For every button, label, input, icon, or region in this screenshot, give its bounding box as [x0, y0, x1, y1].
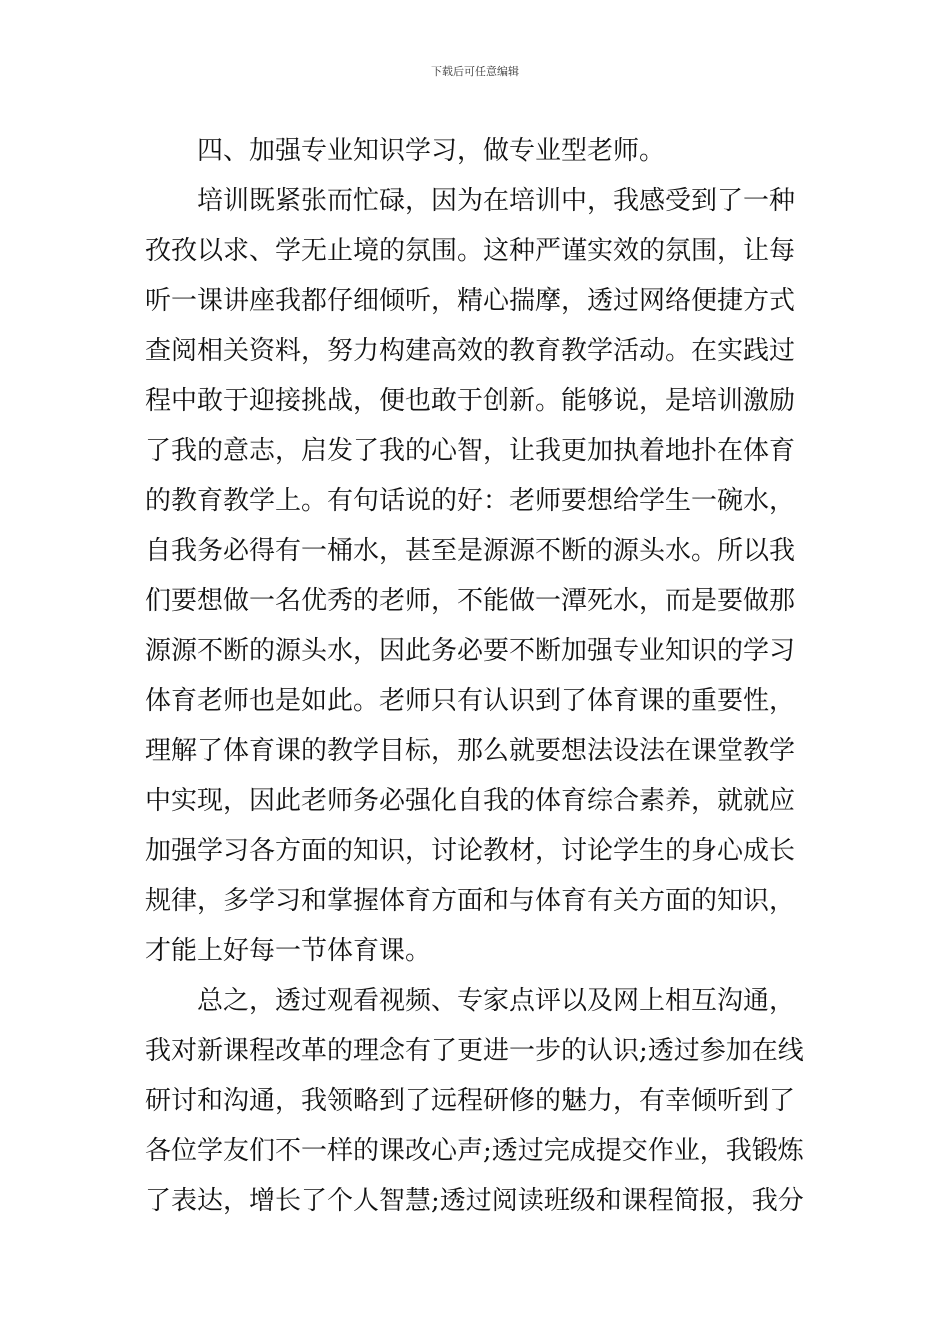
text-line: 理解了体育课的教学目标，那么就要想法设法在课堂教学 — [145, 736, 796, 766]
text-line: 研讨和沟通，我领略到了远程研修的魅力，有幸倾听到了 — [145, 1086, 796, 1116]
text-line: 了我的意志，启发了我的心智，让我更加执着地扑在体育 — [145, 436, 796, 466]
text-line: 们要想做一名优秀的老师，不能做一潭死水，而是要做那 — [145, 586, 796, 616]
text-line: 了表达，增长了个人智慧;透过阅读班级和课程简报，我分 — [145, 1186, 804, 1216]
text-line: 源源不断的源头水，因此务必要不断加强专业知识的学习 — [145, 636, 796, 666]
text-line: 我对新课程改革的理念有了更进一步的认识;透过参加在线 — [145, 1036, 804, 1066]
text-line: 听一课讲座我都仔细倾听，精心揣摩，透过网络便捷方式 — [145, 286, 796, 316]
text-line: 的教育教学上。有句话说的好：老师要想给学生一碗水， — [145, 486, 796, 516]
text-line: 查阅相关资料，努力构建高效的教育教学活动。在实践过 — [145, 336, 796, 366]
text-line: 自我务必得有一桶水，甚至是源源不断的源头水。所以我 — [145, 536, 796, 566]
text-line: 孜孜以求、学无止境的氛围。这种严谨实效的氛围，让每 — [145, 236, 796, 266]
text-line: 中实现，因此老师务必强化自我的体育综合素养，就就应 — [145, 786, 796, 816]
text-line: 各位学友们不一样的课改心声;透过完成提交作业，我锻炼 — [145, 1136, 804, 1166]
body-text — [145, 126, 810, 1226]
page-header: 下载后可任意编辑 — [431, 65, 519, 78]
section-heading: 四、加强专业知识学习，做专业型老师。 — [197, 136, 666, 166]
text-line: 培训既紧张而忙碌，因为在培训中，我感受到了一种 — [197, 186, 796, 216]
text-line: 程中敢于迎接挑战，便也敢于创新。能够说，是培训激励 — [145, 386, 796, 416]
text-line: 总之，透过观看视频、专家点评以及网上相互沟通， — [197, 986, 796, 1016]
text-line: 才能上好每一节体育课。 — [145, 936, 432, 966]
text-line: 加强学习各方面的知识，讨论教材，讨论学生的身心成长 — [145, 836, 796, 866]
text-line: 规律，多学习和掌握体育方面和与体育有关方面的知识， — [145, 886, 796, 916]
text-line: 体育老师也是如此。老师只有认识到了体育课的重要性， — [145, 686, 796, 716]
